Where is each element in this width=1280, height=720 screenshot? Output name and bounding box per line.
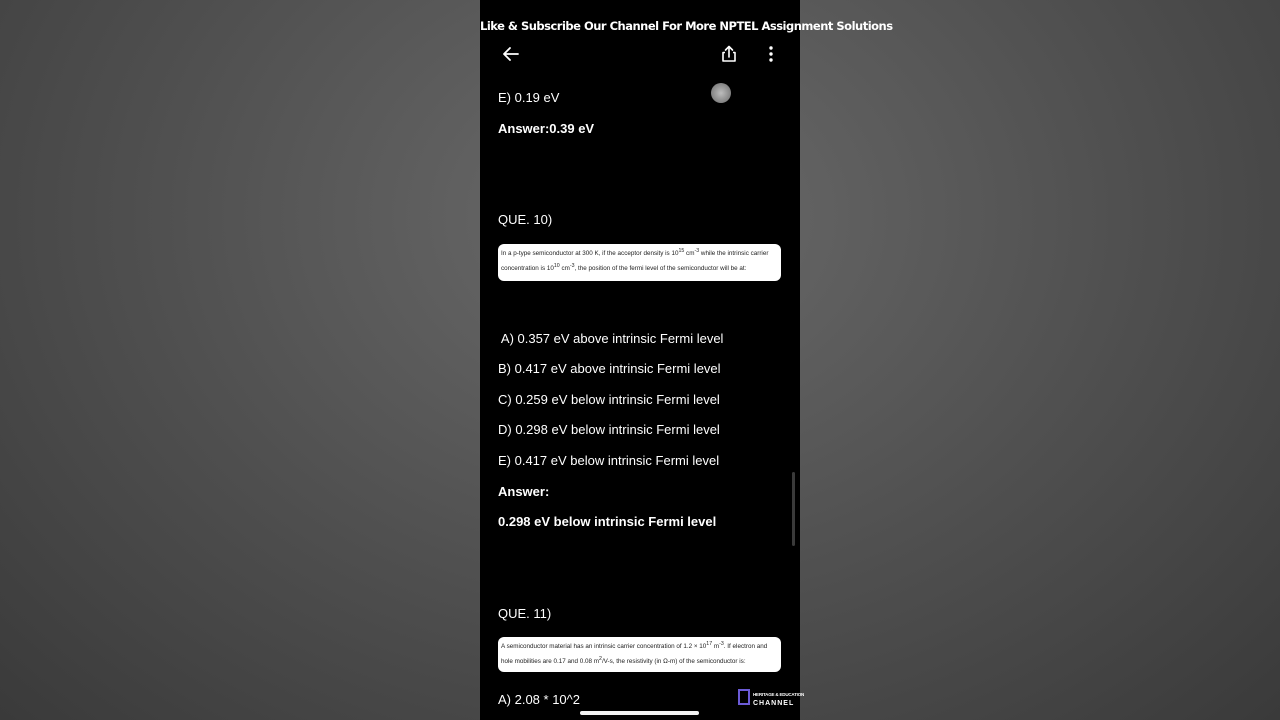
prev-option-e: E) 0.19 eV bbox=[498, 90, 560, 105]
channel-logo bbox=[738, 689, 805, 711]
share-icon[interactable] bbox=[719, 44, 739, 64]
logo-mark-icon bbox=[738, 689, 750, 705]
home-indicator[interactable] bbox=[580, 711, 699, 715]
q10-option-a: A) 0.357 eV above intrinsic Fermi level bbox=[498, 331, 724, 346]
question-11-text: A semiconductor material has an intrinsic carrier concentration of $1.2 \times 10^{17}$ $m^{-3}$. If electron and hole mobilities are 0.17 and 0.08 $m^2/V-s$, the resistivity (in Ω-m) of the semiconductor is: bbox=[498, 637, 781, 672]
back-arrow-icon[interactable] bbox=[501, 44, 521, 64]
question-11-label: QUE. 11) bbox=[498, 606, 552, 621]
phone-screen bbox=[480, 0, 893, 720]
logo-line-2: CHANNEL bbox=[753, 700, 795, 707]
scrollbar[interactable] bbox=[792, 472, 795, 546]
question-10-text: In a p-type semiconductor at 300 K, if the acceptor density is $10^{15}$ $cm^{-3}$ while the intrinsic carrier concentration is $10^{10}$ $cm^{-3}$, the position of the fermi level of the semiconductor will be at: bbox=[498, 244, 781, 281]
more-vertical-icon[interactable] bbox=[761, 44, 781, 64]
q10-option-d: D) 0.298 eV below intrinsic Fermi level bbox=[498, 422, 720, 437]
prev-answer: Answer:0.39 eV bbox=[498, 121, 595, 136]
question-10-label: QUE. 10) bbox=[498, 212, 553, 227]
touch-indicator bbox=[711, 83, 731, 103]
logo-line-1: HERITAGE & EDUCATION bbox=[753, 692, 805, 697]
q10-answer-label: Answer: bbox=[498, 484, 550, 499]
q10-option-c: C) 0.259 eV below intrinsic Fermi level bbox=[498, 392, 720, 407]
q10-option-e: E) 0.417 eV below intrinsic Fermi level bbox=[498, 453, 720, 468]
q10-answer: 0.298 eV below intrinsic Fermi level bbox=[498, 514, 717, 529]
q11-option-a: A) 2.08 * 10^2 bbox=[498, 692, 580, 707]
subscribe-banner: Like & Subscribe Our Channel For More NPTEL Assignment Solutions bbox=[480, 19, 893, 33]
q10-option-b: B) 0.417 eV above intrinsic Fermi level bbox=[498, 361, 721, 376]
